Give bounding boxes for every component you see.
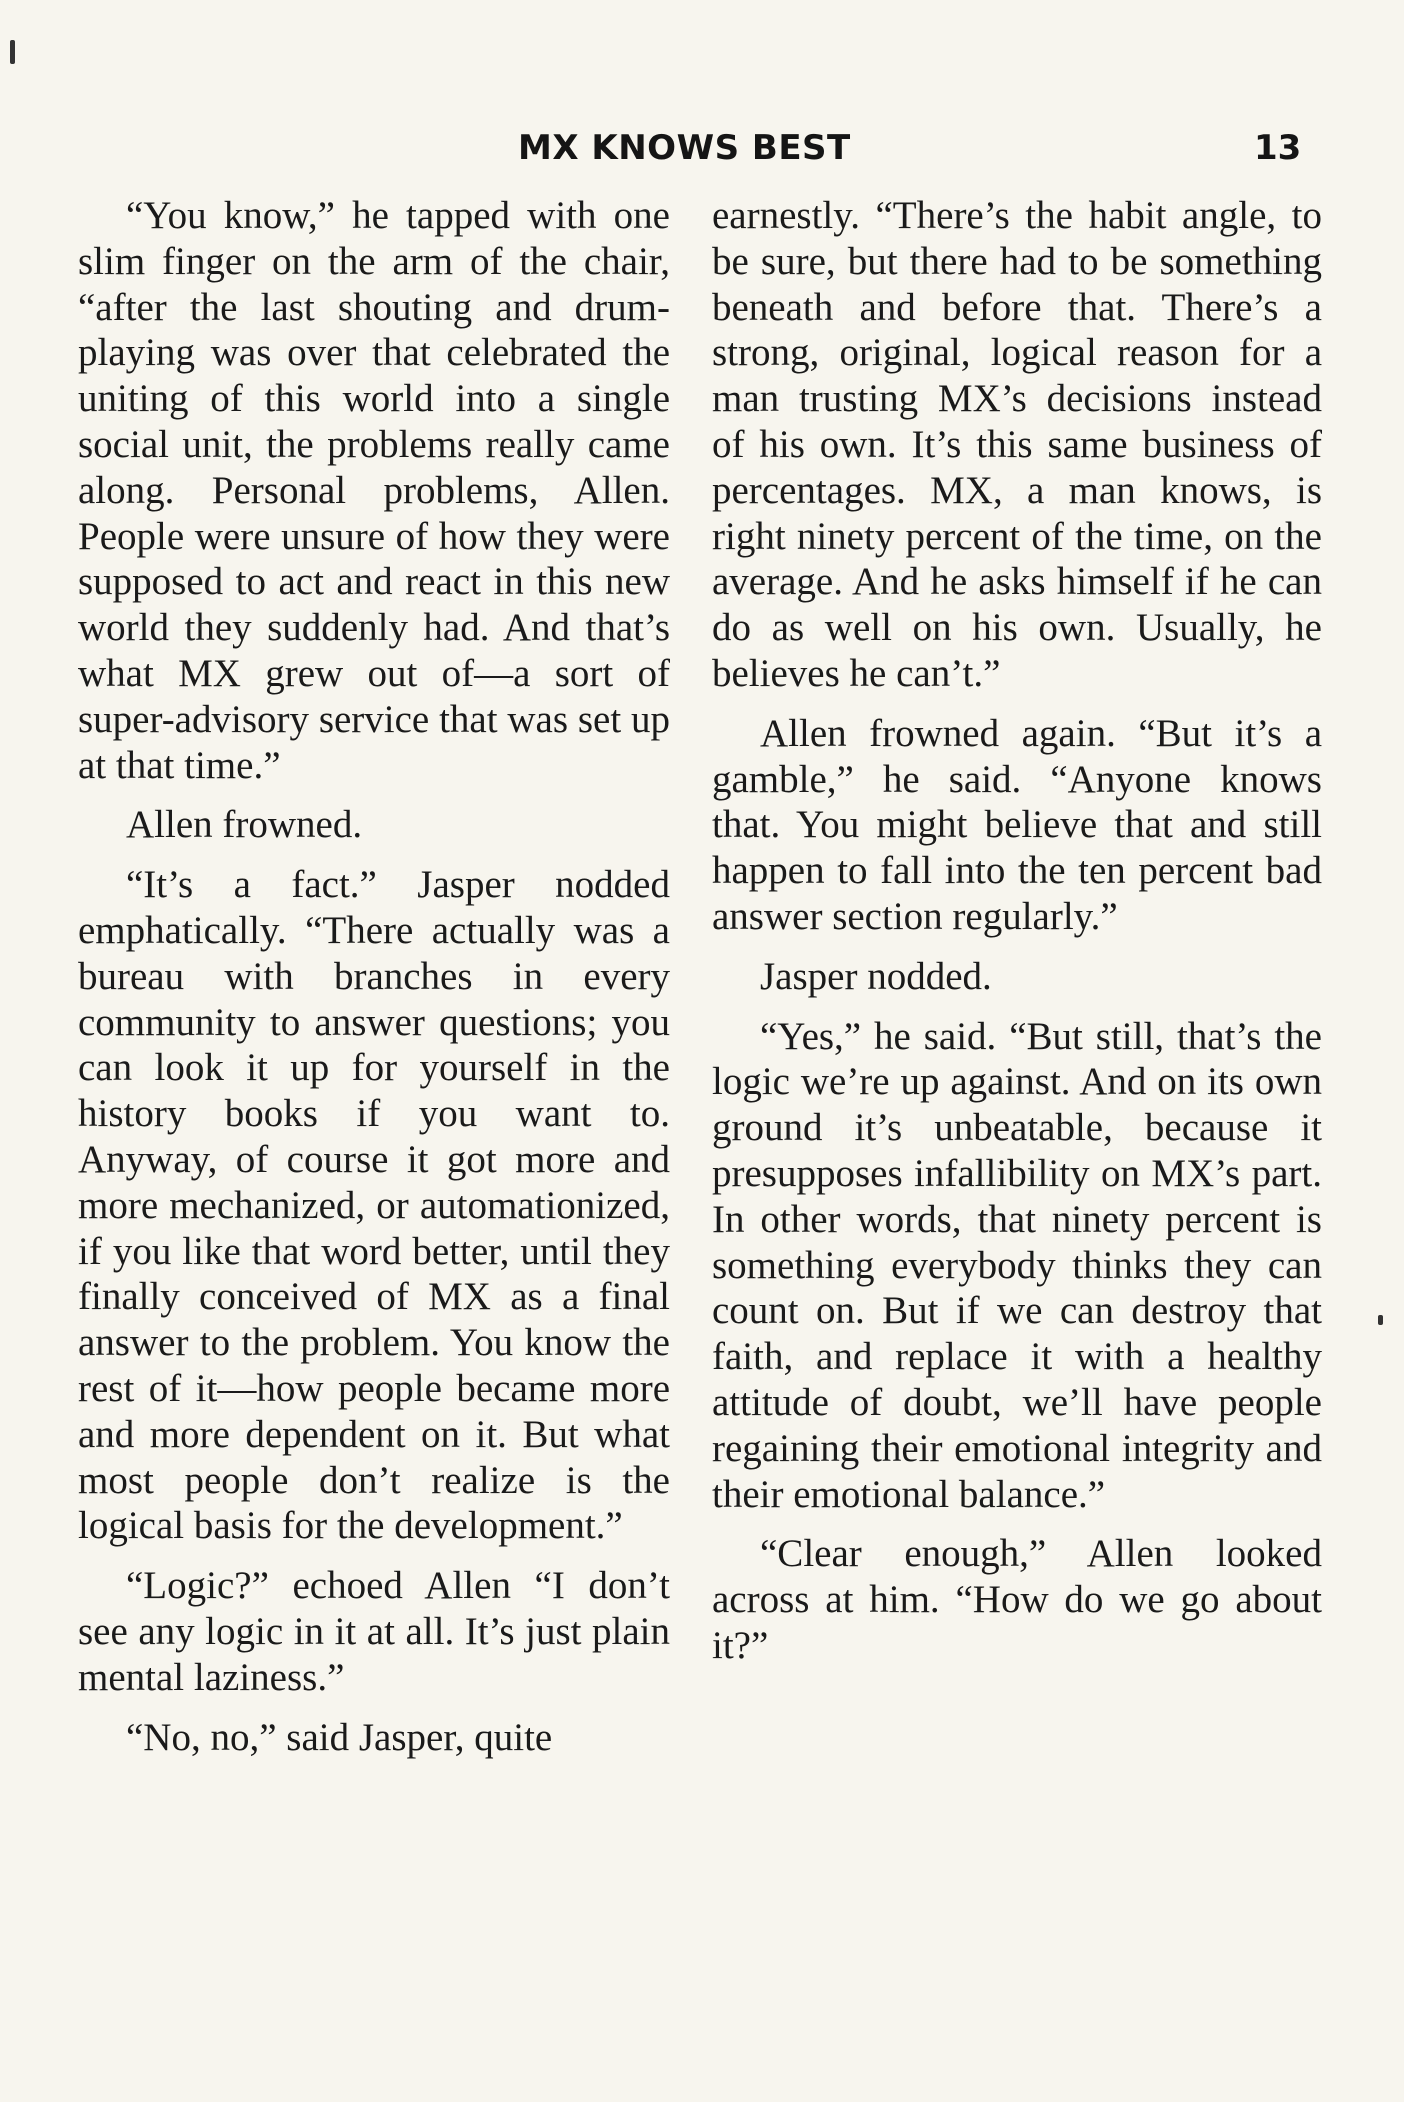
paragraph: “Logic?” echoed Allen “I don’t see any logic in it at all. It’s just plain mental laziness.” <box>78 1564 670 1699</box>
paragraph: “Yes,” he said. “But still, that’s the logic we’re up against. And on its own ground it’s unbeatable, because it presupposes infallibility on MX’s part. In other words, that ninety percent is something everybody thinks they can count on. But if we can destroy that faith, and replace it with a healthy attitude of doubt, we’ll have people regaining their emotional integrity and their emotional balance.” <box>712 1014 1322 1516</box>
running-head <box>0 128 1404 178</box>
paragraph-continued: earnestly. “There’s the habit angle, to be sure, but there had to be something beneath and before that. There’s a strong, original, logical reason for a man trusting MX’s decisions instead of his own. It’s this same business of percentages. MX, a man knows, is right ninety percent of the time, on the average. And he asks himself if he can do as well on his own. Usually, he believes he can’t.” <box>712 194 1322 695</box>
paragraph: “It’s a fact.” Jasper nodded emphatically. “There actually was a bureau with branches in every community to answer questions; you can look it up for yourself in the history books if you want to. Anyway, of course it got more and more mechanized, or automationized, if you like that word better, until they finally conceived of MX as a final answer to the problem. You know the rest of it—how people became more and more dependent on it. But what most people don’t realize is the logical basis for the development.” <box>78 863 670 1548</box>
right-column <box>712 193 1322 1683</box>
paragraph: “No, no,” said Jasper, quite <box>126 1715 553 1759</box>
paragraph: “You know,” he tapped with one slim finger on the arm of the chair, “after the last shouting and drum-playing was over that celebrated the uniting of this world into a single social unit, the problems really came along. Personal problems, Allen. People were unsure of how they were supposed to act and react in this new world they suddenly had. And that’s what MX grew out of—a sort of super-advisory service that was set up at that time.” <box>78 194 670 787</box>
running-title: MX KNOWS BEST <box>518 128 851 168</box>
ink-speck <box>10 40 15 64</box>
paragraph: Allen frowned. <box>126 803 363 847</box>
page-number: 13 <box>1254 128 1302 168</box>
left-column <box>78 193 670 1774</box>
paragraph: “Clear enough,” Allen looked across at him. “How do we go about it?” <box>712 1532 1322 1667</box>
paragraph: Jasper nodded. <box>760 954 992 998</box>
ink-speck <box>1378 1315 1383 1325</box>
paragraph: Allen frowned again. “But it’s a gamble,” he said. “Anyone knows that. You might believe that and still happen to fall into the ten percent bad answer section regularly.” <box>712 711 1322 938</box>
